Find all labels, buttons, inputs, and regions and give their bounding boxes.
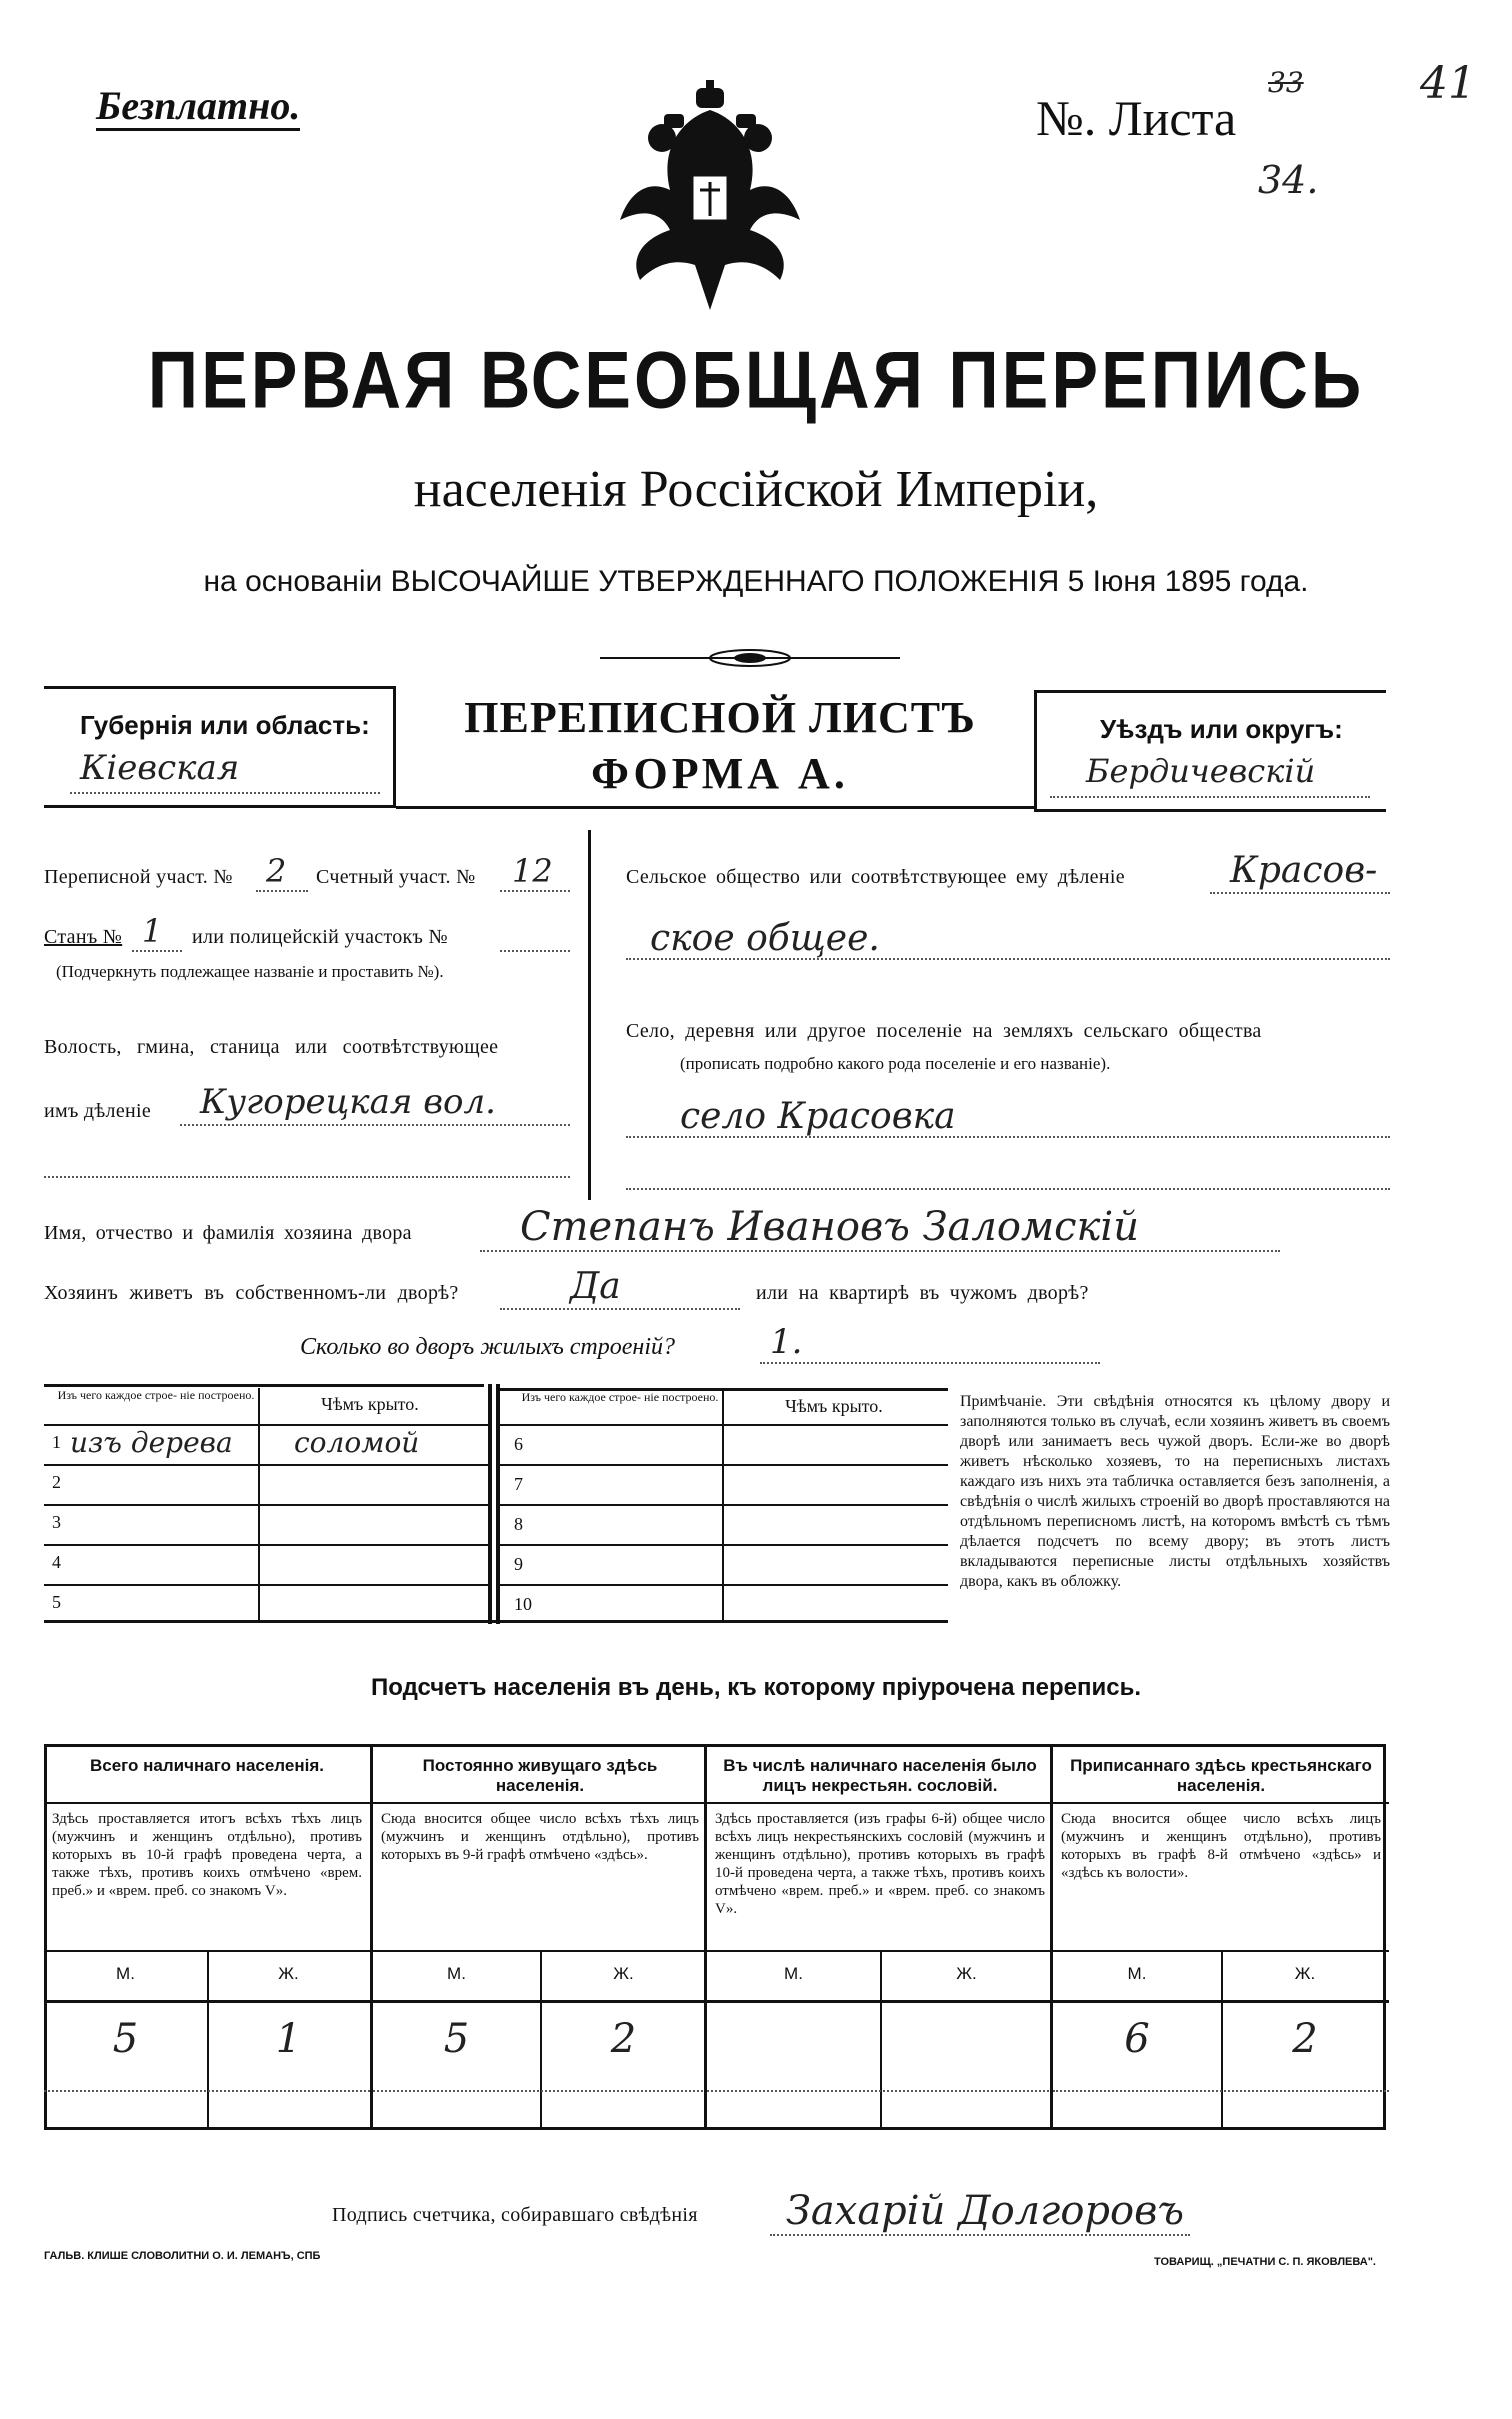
lives-value: Да (570, 1266, 621, 1307)
buildings-row-number: 2 (52, 1472, 61, 1492)
stan-note: (Подчеркнуть подлежащее названіе и проставить №). (56, 962, 444, 981)
coat-of-arms-icon (600, 80, 820, 320)
form-subtitle: ФОРМА А. (591, 749, 849, 798)
sheet-number-value: 34. (1258, 158, 1319, 202)
police-label: или полицейскій участокъ № (192, 926, 448, 948)
count-female-header: Ж. (613, 1964, 634, 1983)
gubernia-box (44, 686, 396, 808)
count-column (370, 1744, 704, 2130)
stan-label: Станъ № (44, 926, 123, 948)
owner-name-value: Степанъ Ивановъ Заломскій (520, 1204, 1139, 1250)
count-female-value: 2 (1292, 2016, 1318, 2062)
count-column (1050, 1744, 1386, 2130)
buildings-row (44, 1424, 488, 1464)
signature-label: Подпись счетчика, собиравшаго свѣдѣнія (332, 2204, 698, 2226)
count-male-value: 5 (112, 2016, 139, 2062)
footer-left: ГАЛЬВ. КЛИШЕ СЛОВОЛИТНИ О. И. ЛЕМАНЪ, СПБ (44, 2250, 321, 2262)
count-column-description: Здѣсь проставляется (изъ графы 6-й) общее число всѣхъ лицъ некрестьянскихъ сословій (мужчинъ и женщинъ отдѣльно), противъ которыхъ въ графѣ 10-й проведена черта, а также тѣхъ, противъ коихъ отмѣчено «врем. преб.» и «врем. преб. со знакомъ V». (715, 1811, 1045, 1917)
village-label: Село, деревня или другое поселеніе на земляхъ сельскаго общества (626, 1020, 1262, 1042)
buildings-row-number: 7 (514, 1474, 523, 1494)
buildings-row (44, 1464, 488, 1504)
buildings-col-roof-2: Чѣмъ крыто. (785, 1396, 883, 1416)
gubernia-value: Кіевская (80, 748, 240, 788)
count-female-header: Ж. (956, 1964, 977, 1983)
society-label: Сельское общество или соотвѣтствующее ему дѣленіе (626, 866, 1125, 888)
buildings-row-number: 1 (52, 1432, 61, 1452)
signature-value: Захарій Долгоровъ (786, 2188, 1185, 2234)
lives-label: Хозяинъ живетъ въ собственномъ-ли дворѣ? (44, 1282, 459, 1304)
buildings-col-material: Изъ чего каждое строе- ніе построено. (57, 1388, 255, 1402)
volost-value: Кугорецкая вол. (200, 1082, 496, 1122)
footer-right: ТОВАРИЩ. „ПЕЧАТНИ С. П. ЯКОВЛЕВА". (1154, 2256, 1376, 2268)
note-text: Примѣчаніе. Эти свѣдѣнія относятся къ цѣлому двору и заполняются только въ случаѣ, если хозяинъ живетъ въ своемъ дворѣ или занимаетъ весь чужой дворъ. Если-же во дворѣ живетъ нѣсколько хозяевъ, то на переписныхъ листахъ каждаго изъ нихъ эта табличка оставляется безъ заполненія, а свѣдѣнія о числѣ жилыхъ строеній во дворѣ проставляются на отдѣльномъ переписномъ листѣ, на которомъ вмѣстѣ съ тѣмъ дѣлается подсчетъ по всему двору; въ этотъ листъ вкладываются переписные листы отдѣльныхъ хозяйствъ двора, какъ въ обложку. (960, 1393, 1390, 1590)
volost-label: Волость, гмина, станица или соотвѣтствующее (44, 1036, 499, 1058)
ornament-divider-icon (600, 648, 900, 668)
buildings-row (44, 1504, 488, 1544)
buildings-label: Сколько во дворъ жилыхъ строеній? (300, 1334, 675, 1360)
uezd-box (1034, 690, 1386, 812)
count-column-header: Въ числѣ наличнаго населенія было лицъ некрестьян. сословій. (723, 1756, 1037, 1795)
society-value-1: Красов- (1230, 850, 1378, 891)
buildings-value: 1. (770, 1322, 803, 1362)
count-male-header: М. (447, 1964, 466, 1983)
buildings-row-roof: соломой (294, 1426, 420, 1459)
buildings-row-number: 6 (514, 1434, 523, 1454)
buildings-row-material: изъ дерева (70, 1426, 233, 1459)
count-male-header: М. (784, 1964, 803, 1983)
count-female-value: 1 (275, 2016, 302, 2062)
count-female-header: Ж. (278, 1964, 299, 1983)
buildings-row (500, 1584, 948, 1624)
sheet-number-old: 33 (1268, 66, 1304, 99)
gubernia-label: Губернія или область: (80, 710, 370, 740)
owner-name-label: Имя, отчество и фамилія хозяина двора (44, 1222, 412, 1244)
buildings-row-number: 9 (514, 1554, 523, 1574)
count-male-value: 5 (443, 2016, 470, 2062)
buildings-col-material-2: Изъ чего каждое строе- ніе построено. (521, 1390, 719, 1404)
uezd-value: Бердичевскій (1086, 752, 1316, 790)
village-value: село Красовка (680, 1096, 956, 1137)
count-male-header: М. (1127, 1964, 1147, 1983)
free-stamp: Безплатно. (96, 84, 300, 131)
buildings-row (44, 1584, 488, 1624)
page-title: ПЕРВАЯ ВСЕОБЩАЯ ПЕРЕПИСЬ (147, 335, 1365, 425)
rent-label: или на квартирѣ въ чужомъ дворѣ? (756, 1282, 1089, 1304)
count-column-header: Всего наличнаго населенія. (90, 1756, 324, 1775)
corner-mark: 41 (1420, 58, 1476, 109)
count-column-description: Здѣсь проставляется итогъ всѣхъ тѣхъ лицъ (мужчинъ и женщинъ отдѣльно), противъ которыхъ въ 10-й графѣ проведена черта, а также тѣхъ, противъ коихъ отмѣчено «врем. преб.» и «врем. преб. со знакомъ V». (52, 1811, 362, 1899)
buildings-row-number: 5 (52, 1592, 61, 1612)
schet-label: Счетный участ. № (316, 866, 476, 888)
count-male-value: 6 (1124, 2016, 1150, 2062)
count-column (704, 1744, 1050, 2130)
buildings-row (500, 1544, 948, 1584)
count-male-header: М. (116, 1964, 135, 1983)
count-column-header: Постоянно живущаго здѣсь населенія. (422, 1756, 658, 1795)
page-subtitle: населенія Россійской Имперіи, (413, 461, 1099, 518)
buildings-row-number: 8 (514, 1514, 523, 1534)
schet-value: 12 (512, 852, 553, 890)
count-column-description: Сюда вносится общее число всѣхъ тѣхъ лицъ (мужчинъ и женщинъ отдѣльно), противъ которыхъ въ 9-й графѣ отмѣчено «здѣсь». (381, 1811, 699, 1863)
stan-value: 1 (142, 912, 163, 950)
buildings-row-number: 3 (52, 1512, 61, 1532)
count-column-header: Приписаннаго здѣсь крестьянскаго населенія. (1070, 1756, 1372, 1795)
buildings-row (500, 1464, 948, 1504)
form-title: ПЕРЕПИСНОЙ ЛИСТЪ (464, 693, 976, 742)
buildings-row (500, 1504, 948, 1544)
buildings-row-number: 4 (52, 1552, 61, 1572)
buildings-row (44, 1544, 488, 1584)
legal-basis: на основаніи ВЫСОЧАЙШЕ УТВЕРЖДЕННАГО ПОЛОЖЕНІЯ 5 Іюня 1895 года. (203, 565, 1309, 598)
volost-label-2: имъ дѣленіе (44, 1100, 152, 1122)
count-column-description: Сюда вносится общее число всѣхъ лицъ (мужчинъ и женщинъ отдѣльно), противъ которыхъ въ графѣ 8-й отмѣчено «здѣсь» и «здѣсь къ волости». (1061, 1811, 1381, 1881)
buildings-col-roof: Чѣмъ крыто. (321, 1394, 419, 1414)
buildings-row-number: 10 (514, 1594, 532, 1614)
count-female-header: Ж. (1294, 1964, 1316, 1983)
perepis-value: 2 (266, 852, 287, 890)
perepis-label: Переписной участ. № (44, 866, 233, 888)
society-value-2: ское общее. (650, 918, 880, 959)
count-title: Подсчетъ населенія въ день, къ которому пріурочена перепись. (371, 1674, 1141, 1701)
uezd-label: Уѣздъ или округъ: (1100, 714, 1343, 744)
count-female-value: 2 (610, 2016, 637, 2062)
sheet-number-label: №. Листа (1036, 90, 1237, 146)
buildings-row (500, 1424, 948, 1464)
count-column (44, 1744, 370, 2130)
village-note: (прописать подробно какого рода поселеніе и его названіе). (680, 1054, 1111, 1073)
